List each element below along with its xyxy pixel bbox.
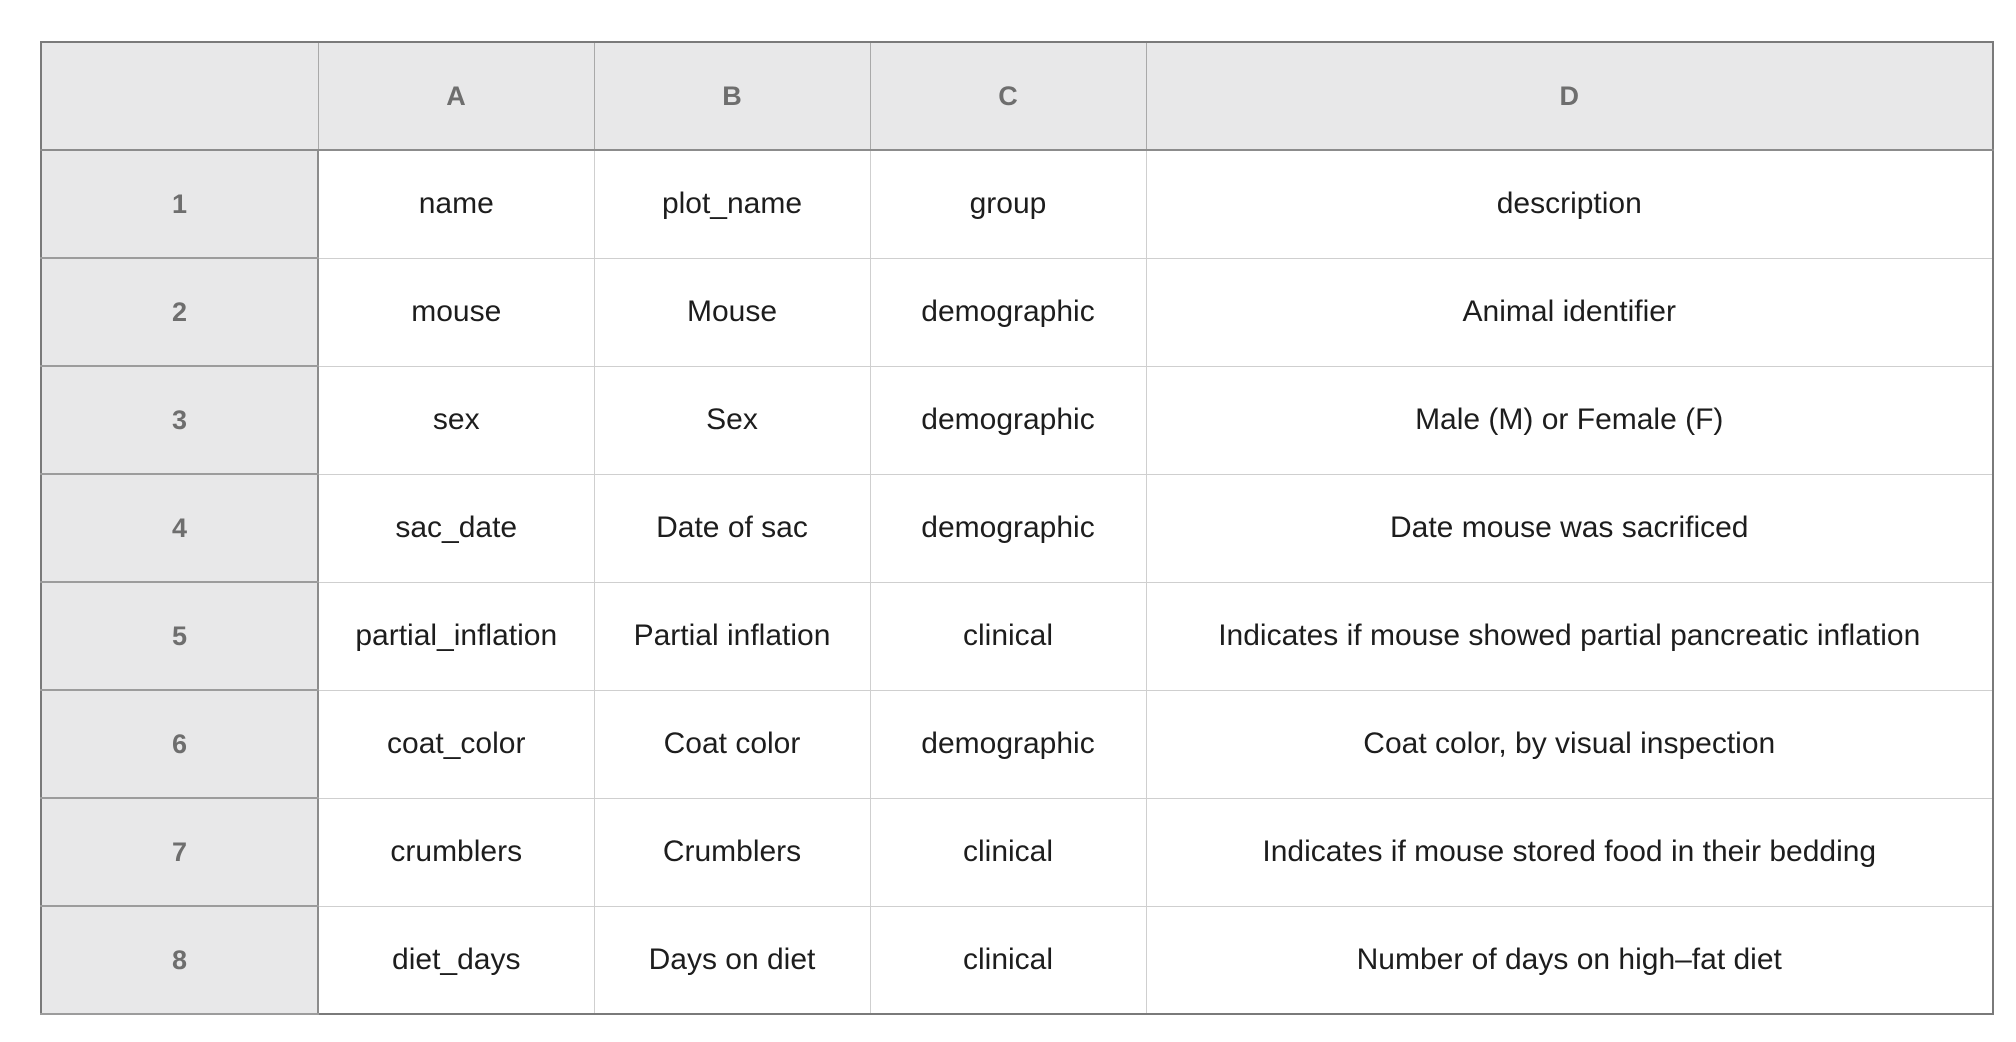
cell-c6[interactable]: demographic: [870, 690, 1146, 798]
cell-a7[interactable]: crumblers: [318, 798, 594, 906]
table-row: [41, 690, 1993, 798]
cell-a3[interactable]: sex: [318, 366, 594, 474]
cell-c8[interactable]: clinical: [870, 906, 1146, 1014]
cell-d4[interactable]: Date mouse was sacrificed: [1146, 474, 1993, 582]
cell-b2[interactable]: Mouse: [594, 258, 870, 366]
column-header-row: [41, 42, 1993, 150]
cell-d8[interactable]: Number of days on high–fat diet: [1146, 906, 1993, 1014]
table-row: [41, 582, 1993, 690]
cell-a2[interactable]: mouse: [318, 258, 594, 366]
cell-c7[interactable]: clinical: [870, 798, 1146, 906]
column-header-c[interactable]: C: [870, 42, 1146, 150]
row-header-6[interactable]: 6: [41, 690, 318, 798]
cell-c4[interactable]: demographic: [870, 474, 1146, 582]
cell-a6[interactable]: coat_color: [318, 690, 594, 798]
table-row: [41, 906, 1993, 1014]
row-header-8[interactable]: 8: [41, 906, 318, 1014]
row-header-2[interactable]: 2: [41, 258, 318, 366]
table-row: [41, 366, 1993, 474]
column-header-b[interactable]: B: [594, 42, 870, 150]
cell-a4[interactable]: sac_date: [318, 474, 594, 582]
row-header-1[interactable]: 1: [41, 150, 318, 258]
table-row: [41, 798, 1993, 906]
cell-c2[interactable]: demographic: [870, 258, 1146, 366]
cell-a5[interactable]: partial_inflation: [318, 582, 594, 690]
cell-b1[interactable]: plot_name: [594, 150, 870, 258]
cell-d2[interactable]: Animal identifier: [1146, 258, 1993, 366]
cell-b8[interactable]: Days on diet: [594, 906, 870, 1014]
spreadsheet-grid: [40, 41, 1994, 1015]
cell-d5[interactable]: Indicates if mouse showed partial pancreatic inflation: [1146, 582, 1993, 690]
cell-b7[interactable]: Crumblers: [594, 798, 870, 906]
cell-c1[interactable]: group: [870, 150, 1146, 258]
row-header-4[interactable]: 4: [41, 474, 318, 582]
cell-b4[interactable]: Date of sac: [594, 474, 870, 582]
cell-d7[interactable]: Indicates if mouse stored food in their bedding: [1146, 798, 1993, 906]
cell-b3[interactable]: Sex: [594, 366, 870, 474]
table-row: [41, 474, 1993, 582]
column-header-a[interactable]: A: [318, 42, 594, 150]
cell-a1[interactable]: name: [318, 150, 594, 258]
cell-d1[interactable]: description: [1146, 150, 1993, 258]
cell-a8[interactable]: diet_days: [318, 906, 594, 1014]
row-header-7[interactable]: 7: [41, 798, 318, 906]
table-row: [41, 150, 1993, 258]
cell-c3[interactable]: demographic: [870, 366, 1146, 474]
cell-d3[interactable]: Male (M) or Female (F): [1146, 366, 1993, 474]
cell-d6[interactable]: Coat color, by visual inspection: [1146, 690, 1993, 798]
column-header-d[interactable]: D: [1146, 42, 1993, 150]
cell-c5[interactable]: clinical: [870, 582, 1146, 690]
cell-b5[interactable]: Partial inflation: [594, 582, 870, 690]
table-row: [41, 258, 1993, 366]
select-all-corner[interactable]: [41, 42, 318, 150]
cell-b6[interactable]: Coat color: [594, 690, 870, 798]
row-header-5[interactable]: 5: [41, 582, 318, 690]
row-header-3[interactable]: 3: [41, 366, 318, 474]
